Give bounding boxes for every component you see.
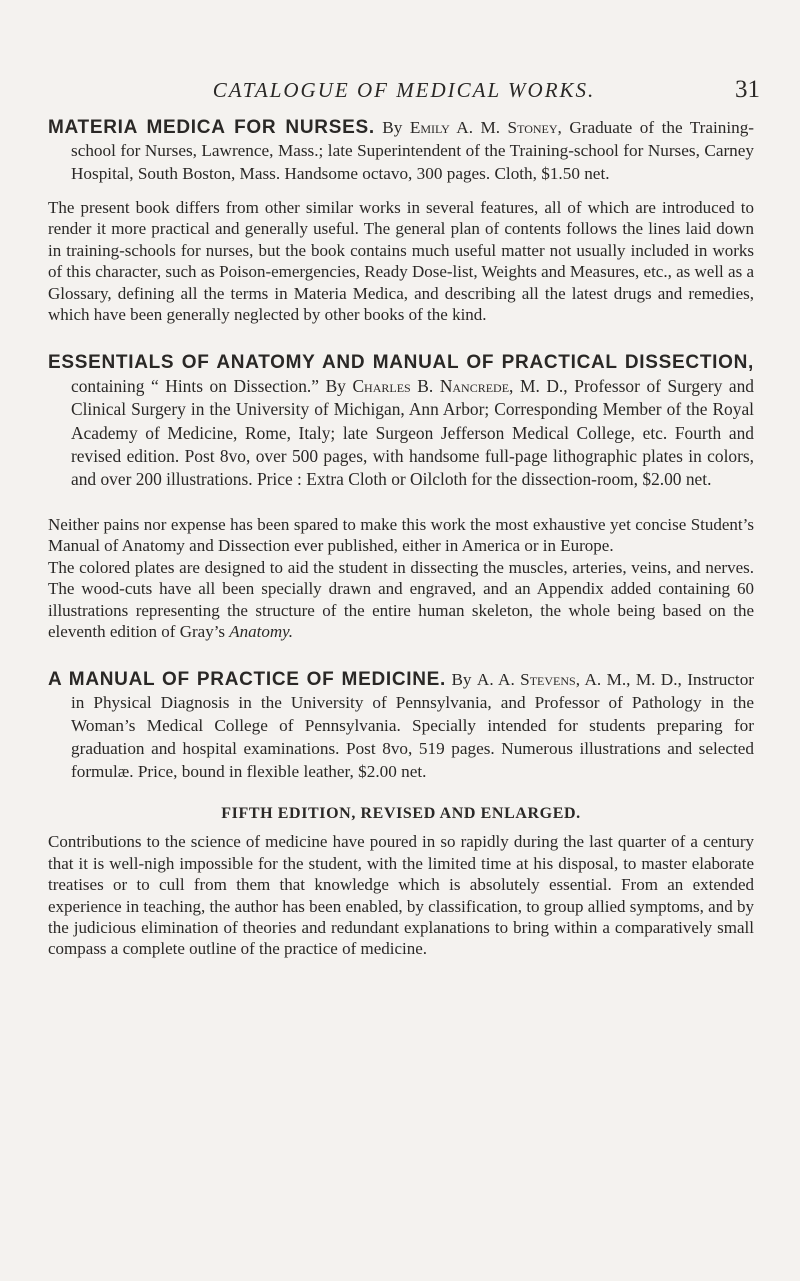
author-name: Charles B. Nancrede, (352, 375, 514, 396)
entry-subtitle: containing “ Hints on Dissection.” (71, 375, 319, 396)
entry-heading (48, 351, 754, 491)
entry-paragraph: The present book differs from other similar works in several features, all of which are introduced to render it more practical and generally useful. The general plan of contents follows the lines laid down in training-schools for nurses, but the book contains much useful matter not usually included in works of this character, such as Poison-emergencies, Ready Dose-list, Weights and Measures, etc., as well as a Glossary, defining all the terms in Materia Medica, and describing all the latest drugs and remedies, which have been generally neglected by other books of the kind. (48, 198, 754, 325)
catalogue-content (48, 116, 754, 960)
entry-title: ESSENTIALS OF ANATOMY AND MANUAL OF PRACTICAL DISSECTION, (48, 352, 754, 374)
author-prefix: By (382, 118, 403, 137)
entry-paragraph (48, 557, 754, 643)
running-title: CATALOGUE OF MEDICAL WORKS. (212, 78, 596, 102)
entry-practice-of-medicine (48, 668, 754, 959)
entry-heading (48, 668, 754, 783)
entry-paragraph-text: The colored plates are designed to aid the student in dissecting the muscles, arteries, veins, and nerves. The wood-cuts have all been specially drawn and engraved, and an Appendix added containing 60 illustrations representing the structure of the entire human skeleton, the whole being based on the eleventh edition of Gray’s (48, 557, 754, 641)
entry-materia-medica (48, 116, 754, 325)
author-name: A. A. Stevens, (476, 670, 581, 690)
entry-description: A. M., M. D., Instructor in Physical Diagnosis in the University of Pennsylvania, and Professor of Pathology in the Woman’s Medical College of Pennsylvania. Specially intended for students preparing for graduation and hospital examinations. Post 8vo, 519 pages. Numerous illustrations and selected formulæ. Price, bound in flexible leather, $2.00 net. (71, 670, 755, 782)
author-prefix: By (451, 670, 472, 690)
running-head (48, 78, 760, 108)
entry-essentials-of-anatomy (48, 351, 754, 642)
author-name: Emily A. M. Stoney, (409, 118, 562, 137)
book-title-italic: Anatomy. (229, 621, 294, 641)
entry-description: Graduate of the Training-school for Nurses, Lawrence, Mass.; late Superintendent of the Training-school for Nurses, Carney Hospital, South Boston, Mass. Handsome octavo, 300 pages. Cloth, $1.50 net. (71, 118, 755, 183)
edition-line: FIFTH EDITION, REVISED AND ENLARGED. (221, 805, 581, 823)
entry-title: A MANUAL OF PRACTICE OF MEDICINE. (48, 669, 447, 691)
author-prefix: By (325, 375, 346, 396)
entry-title: MATERIA MEDICA FOR NURSES. (48, 117, 375, 138)
page-number: 31 (735, 76, 760, 103)
entry-paragraph: Neither pains nor expense has been spared to make this work the most exhaustive yet concise Student’s Manual of Anatomy and Dissection ever published, either in America or in Europe. (48, 514, 754, 556)
entry-paragraph: Contributions to the science of medicine have poured in so rapidly during the last quarter of a century that it is well-nigh impossible for the student, with the limited time at his disposal, to master elaborate treatises or to cull from them that knowledge which is absolutely essential. From an extended experience in teaching, the author has been enabled, by classification, to group allied symptoms, and by the judicious elimination of theories and redundant explanations to bring within a comparatively small compass a complete outline of the practice of medicine. (48, 832, 754, 959)
entry-description: M. D., Professor of Surgery and Clinical Surgery in the University of Michigan, Ann Arbor; Corresponding Member of the Royal Academy of Medicine, Rome, Italy; late Surgeon Jefferson Medical College, etc. Fourth and revised edition. Post 8vo, over 500 pages, with handsome full-page lithographic plates in colors, and over 200 illustrations. Price : Extra Cloth or Oilcloth for the dissection-room, $2.00 net. (71, 375, 754, 490)
entry-heading (48, 116, 754, 185)
